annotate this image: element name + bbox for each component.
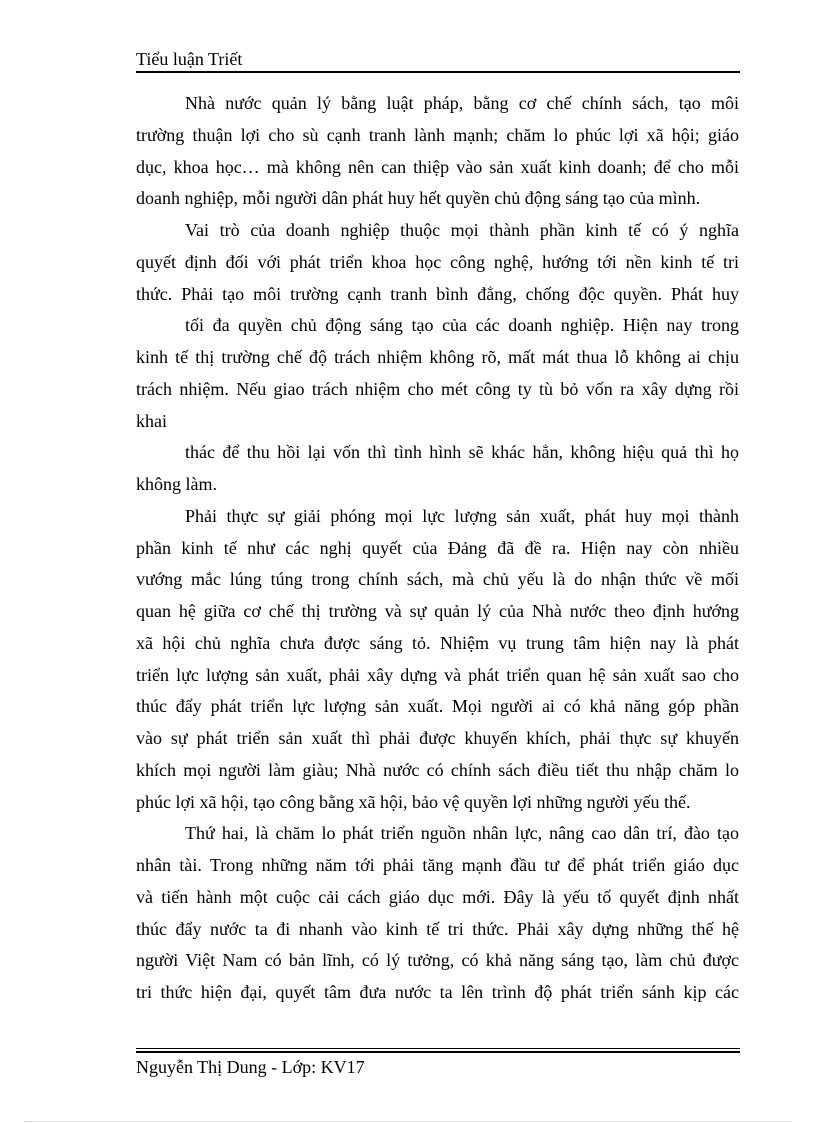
text-line: phúc lợi xã hội, tạo công bằng xã hội, bảo vệ quyền lợi những người yếu thế. <box>136 791 691 812</box>
text-line: nhân tài. Trong những năm tới phải tăng mạnh đầu tư để phát triển giáo dục <box>136 855 739 875</box>
text-line: khích mọi người làm giàu; Nhà nước có chính sách điều tiết thu nhập chăm lo <box>136 759 739 780</box>
text-line: Phải thực sự giải phóng mọi lực lượng sản xuất, phát huy mọi thành <box>185 505 739 526</box>
text-line: quyết định đối với phát triển khoa học công nghệ, hướng tới nền kinh tế tri <box>136 251 739 272</box>
text-line: triển lực lượng sản xuất, phải xây dựng và phát triển quan hệ sản xuất sao cho <box>136 664 739 685</box>
text-line: dục, khoa học… mà không nên can thiệp vào sản xuất kinh doanh; để cho mỗi <box>136 156 739 177</box>
text-line: kinh tế thị trường chế độ trách nhiệm không rõ, mất mát thua lỗ không ai chịu <box>136 347 739 367</box>
page-header-title: Tiểu luận Triết <box>136 49 243 69</box>
page-footer-text: Nguyễn Thị Dung - Lớp: KV17 <box>136 1057 365 1077</box>
text-line: quan hệ giữa cơ chế thị trường và sự quản lý của Nhà nước theo định hướng <box>136 601 739 621</box>
text-line: tri thức hiện đại, quyết tâm đưa nước ta lên trình độ phát triển sánh kịp các <box>136 982 739 1002</box>
text-line: thúc đẩy nước ta đi nhanh vào kinh tế tri thức. Phải xây dựng những thế hệ <box>136 918 739 939</box>
text-line: trách nhiệm. Nếu giao trách nhiệm cho mét công ty tù bỏ vốn ra xây dựng rồi <box>136 378 739 399</box>
text-line: vướng mắc lúng túng trong chính sách, mà chủ yếu là do nhận thức về mối <box>136 569 739 590</box>
text-line: và tiến hành một cuộc cải cách giáo dục mới. Đây là yếu tố quyết định nhất <box>136 886 739 907</box>
text-line: thức. Phải tạo môi trường cạnh tranh bình đẳng, chống độc quyền. Phát huy <box>136 283 739 304</box>
text-line: thúc đẩy phát triển lực lượng sản xuất. Mọi người ai có khả năng góp phần <box>136 696 739 717</box>
text-line: trường thuận lợi cho sù cạnh tranh lành mạnh; chăm lo phúc lợi xã hội; giáo <box>136 124 739 145</box>
document-body <box>136 88 739 1009</box>
text-line: doanh nghiệp, mỗi người dân phát huy hết quyền chủ động sáng tạo của mình. <box>136 188 701 209</box>
text-line: vào sự phát triển sản xuất thì phải được khuyến khích, phải thực sự khuyến <box>136 728 739 748</box>
text-line: người Việt Nam có bản lĩnh, có lý tưởng, có khả năng sáng tạo, làm chủ được <box>136 950 739 971</box>
text-line: xã hội chủ nghĩa chưa được sáng tỏ. Nhiệm vụ trung tâm hiện nay là phát <box>136 632 739 653</box>
text-line: tối đa quyền chủ động sáng tạo của các doanh nghiệp. Hiện nay trong <box>185 315 739 336</box>
footer-rule <box>136 1051 740 1053</box>
text-line: Thứ hai, là chăm lo phát triển nguồn nhân lực, nâng cao dân trí, đào tạo <box>185 823 739 844</box>
header-rule <box>136 71 740 73</box>
text-line: thác để thu hồi lại vốn thì tình hình sẽ khác hẳn, không hiệu quả thì họ <box>185 442 739 463</box>
text-line: khai <box>136 410 167 431</box>
text-line: không làm. <box>136 474 217 494</box>
text-line: phần kinh tế như các nghị quyết của Đảng đã đề ra. Hiện nay còn nhiều <box>136 537 739 558</box>
page-edge-divider <box>24 1121 792 1122</box>
text-line: Nhà nước quản lý bằng luật pháp, bằng cơ chế chính sách, tạo môi <box>185 93 739 113</box>
footer-rule <box>136 1048 740 1049</box>
text-line: Vai trò của doanh nghiệp thuộc mọi thành phần kinh tế có ý nghĩa <box>185 220 739 240</box>
